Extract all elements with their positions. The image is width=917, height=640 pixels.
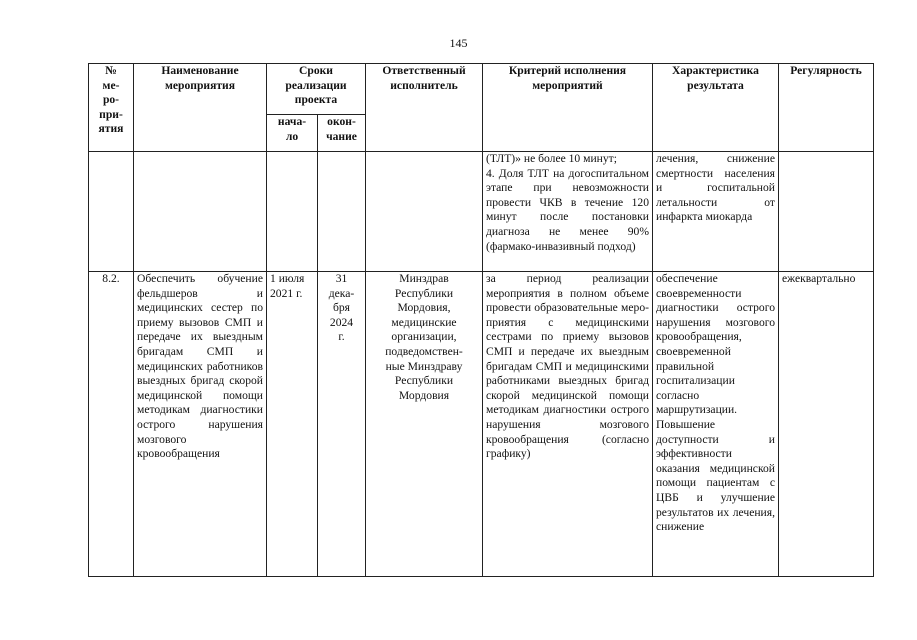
cell-start: 1 июля 2021 г. — [267, 272, 318, 577]
cell-empty — [366, 152, 483, 272]
table-row — [89, 272, 874, 577]
cell-end: 31 дека- бря 2024 г. — [318, 272, 366, 577]
cell-criterion: (ТЛТ)» не более 10 минут; 4. Доля ТЛТ на догоспитальном этапе при невозможности провести ЧКВ в течение 120 минут после постановки диагноза не менее 90% (фармако-инвазивный подход) — [483, 152, 653, 272]
cell-empty — [267, 152, 318, 272]
cell-regularity: ежеквартально — [779, 272, 874, 577]
cell-result: обеспечение своевременности диагностики острого нарушения мозгового кровообращения, своевременной правильной госпитализации согласно маршрутизации. Повышение доступности и эффективности оказания медицинской помощи пациентам с ЦВБ и улучшение результатов их лечения, снижение — [653, 272, 779, 577]
table-row — [89, 152, 874, 272]
cell-empty — [134, 152, 267, 272]
header-end: окон- чание — [318, 115, 366, 152]
cell-number: 8.2. — [89, 272, 134, 577]
cell-responsible: Минздрав Республики Мордовия, медицинские организации, подведомствен- ные Минздраву Республики Мордовия — [366, 272, 483, 577]
page-number: 145 — [449, 36, 468, 50]
header-regularity: Регулярность — [779, 64, 874, 152]
header-dates: Сроки реализации проекта — [267, 64, 366, 115]
cell-empty — [779, 152, 874, 272]
cell-empty — [318, 152, 366, 272]
header-result: Характеристика результата — [653, 64, 779, 152]
measures-table — [88, 63, 874, 577]
header-responsible: Ответственный исполнитель — [366, 64, 483, 152]
header-start: нача- ло — [267, 115, 318, 152]
header-number: № ме- ро- при- ятия — [89, 64, 134, 152]
header-name: Наименование мероприятия — [134, 64, 267, 152]
cell-name: Обеспечить обучение фельдшеров и медицинских сестер по приему вызовов СМП и передаче их выездным бригадам СМП и медицинских работников выездных бригад скорой медицинской помощи методикам диагностики острого нарушения мозгового кровообращения — [134, 272, 267, 577]
cell-empty — [89, 152, 134, 272]
cell-result: лечения, снижение смертности населения и госпитальной летальности от инфаркта миокарда — [653, 152, 779, 272]
header-criterion: Критерий исполнения мероприятий — [483, 64, 653, 152]
cell-criterion: за период реализации мероприятия в полном объеме провести образовательные меро-приятия с медицинскими сестрами по приему вызовов СМП и передаче их выездным бригадам СМП и медицинскими работниками выездных бригад скорой медицинской помощи методикам диагностики острого нарушения мозгового кровообращения (согласно графику) — [483, 272, 653, 577]
